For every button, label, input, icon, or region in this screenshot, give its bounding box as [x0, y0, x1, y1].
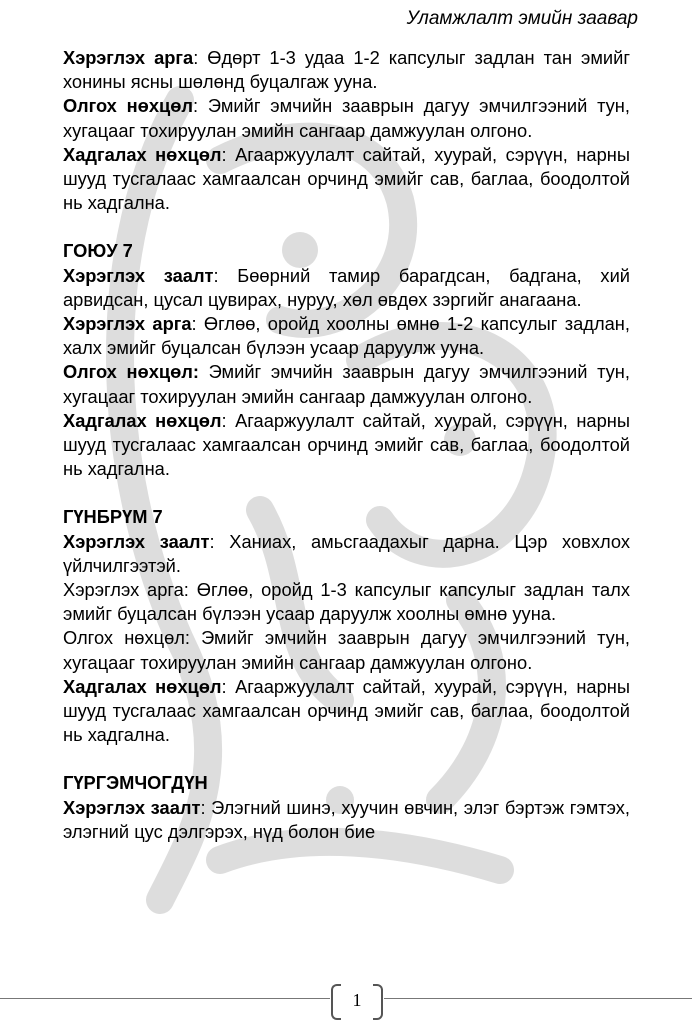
instruction-paragraph — [63, 796, 630, 844]
label-separator: : — [221, 143, 236, 165]
section-heading: ГҮРГЭМЧОГДҮН — [63, 772, 208, 794]
label-separator: : — [200, 796, 212, 818]
instruction-paragraph — [63, 264, 630, 312]
paragraph-text: Эмийг эмчийн зааврын дагуу эмчилгээний тун, хугацааг тохируулан эмийн сангаар дамжуулан олгоно. — [63, 95, 630, 141]
label-separator: : — [193, 47, 208, 68]
paragraph-text: Бөөрний тамир барагдсан, бадгана, хий арвидсан, цусал цувирах, нуруу, хөл өвдөх зэргийг анагаана. — [63, 264, 630, 310]
paragraph-label: Хэрэглэх арга — [63, 47, 194, 68]
instruction-paragraph — [63, 360, 630, 408]
paragraph-text: Эмийг эмчийн зааврын дагуу эмчилгээний тун, хугацааг тохируулан эмийн сангаар дамжуулан олгоно. — [63, 361, 630, 407]
footer-rule-left — [0, 998, 330, 999]
paragraph-text: Өглөө, оройд хоолны өмнө 1-2 капсулыг задлан, халх эмийг буцалсан бүлээн усаар даруулж ууна. — [63, 313, 630, 359]
paragraph-text: Хэрэглэх арга: Өглөө, оройд 1-3 капсулыг капсулыг задлан талх эмийг буцалсан бүлээн усаар даруулж хоолны өмнө ууна. — [63, 579, 630, 625]
paragraph-label: Хэрэглэх заалт — [63, 264, 214, 286]
instruction-paragraph — [63, 578, 630, 626]
instruction-paragraph — [63, 312, 630, 360]
label-separator — [199, 361, 209, 382]
label-separator: : — [221, 409, 236, 431]
instruction-paragraph — [63, 530, 630, 578]
label-separator: : — [221, 675, 236, 697]
instruction-paragraph — [63, 143, 630, 216]
label-separator: : — [213, 264, 238, 286]
paragraph-text: Элэгний шинэ, хуучин өвчин, элэг бэртэж гэмтэх, элэгний цус дэлгэрэх, нүд болон бие — [63, 796, 630, 842]
paragraph-text: Агааржуулалт сайтай, хуурай, сэрүүн, нарны шууд тусгалаас хамгаалсан орчинд эмийг сав, баглаа, боодолтой нь хадгална. — [63, 409, 630, 480]
paragraph-text: Агааржуулалт сайтай, хуурай, сэрүүн, нарны шууд тусгалаас хамгаалсан орчинд эмийг сав, баглаа, боодолтой нь хадгална. — [63, 143, 630, 214]
instruction-paragraph — [63, 626, 630, 674]
paragraph-label: Хадгалах нөхцөл — [63, 675, 222, 697]
label-separator: : — [193, 95, 208, 117]
paragraph-text: Агааржуулалт сайтай, хуурай, сэрүүн, нарны шууд тусгалаас хамгаалсан орчинд эмийг сав, баглаа, боодолтой нь хадгална. — [63, 675, 630, 746]
page-number: 1 — [352, 990, 362, 1010]
section-heading: ГҮНБРҮМ 7 — [63, 506, 163, 528]
paragraph-label: Хэрэглэх арга — [63, 313, 192, 335]
label-separator: : — [209, 530, 230, 552]
paragraph-label: Хадгалах нөхцөл — [63, 143, 222, 165]
instruction-paragraph — [63, 409, 630, 482]
paragraph-label: Хэрэглэх заалт — [63, 796, 201, 818]
paragraph-text: Олгох нөхцөл: Эмийг эмчийн зааврын дагуу эмчилгээний тун, хугацааг тохируулан эмийн сангаар дамжуулан олгоно. — [63, 627, 630, 673]
label-separator: : — [191, 313, 204, 335]
paragraph-label: Олгох нөхцөл: — [63, 361, 199, 383]
paragraph-label: Хадгалах нөхцөл — [63, 409, 222, 431]
paragraph-label: Хэрэглэх заалт — [63, 530, 210, 552]
document-body — [63, 46, 630, 844]
paragraph-label: Олгох нөхцөл — [63, 95, 194, 117]
instruction-paragraph — [63, 675, 630, 748]
section-heading: ГОЮУ 7 — [63, 240, 133, 262]
footer-rule-right — [384, 998, 692, 999]
running-header: Уламжлалт эмийн заавар — [406, 8, 638, 29]
paragraph-text: Ханиах, амьсгаадахыг дарна. Цэр ховхлох үйлчилгээтэй. — [63, 530, 630, 576]
instruction-paragraph — [63, 94, 630, 142]
paragraph-text: Өдөрт 1-3 удаа 1-2 капсулыг задлан тан эмийг хонины ясны шөлөнд буцалгаж ууна. — [63, 47, 630, 93]
instruction-paragraph — [63, 46, 630, 94]
